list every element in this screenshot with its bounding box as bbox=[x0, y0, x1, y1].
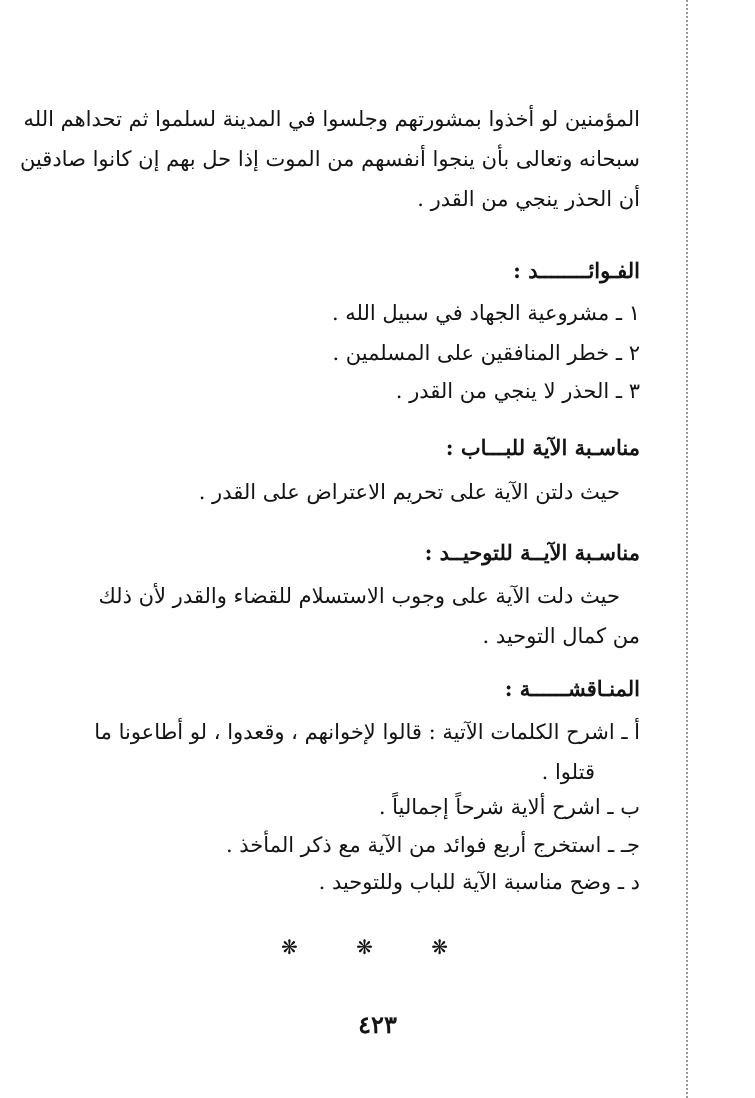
fawaid-item-2: ٢ ـ خطر المنافقين على المسلمين . bbox=[332, 341, 640, 365]
munasabat-tawhid-line-2: من كمال التوحيد . bbox=[482, 624, 640, 648]
munaqasha-heading: المنـاقشــــــة : bbox=[504, 676, 640, 701]
intro-line-3: أن الحذر ينجي من القدر . bbox=[417, 187, 640, 211]
munasabat-bab-text: حيث دلتن الآية على تحريم الاعتراض على القدر . bbox=[198, 480, 620, 504]
fawaid-item-3: ٣ ـ الحذر لا ينجي من القدر . bbox=[395, 379, 640, 403]
page-number: ٤٢٣ bbox=[358, 1010, 397, 1039]
fawaid-item-1: ١ ـ مشروعية الجهاد في سبيل الله . bbox=[331, 301, 640, 325]
munaqasha-item-b: ب ـ اشرح ألاية شرحاً إجمالياً . bbox=[378, 795, 640, 819]
munasabat-bab-heading: مناسـبة الآية للبـــاب : bbox=[445, 435, 640, 460]
section-separator: ❋ ❋ ❋ bbox=[281, 935, 474, 959]
intro-line-1: المؤمنين لو أخذوا بمشورتهم وجلسوا في المدينة لسلموا ثم تحداهم الله bbox=[23, 107, 640, 131]
munaqasha-item-a: أ ـ اشرح الكلمات الآتية : قالوا لإخوانهم ، وقعدوا ، لو أطاعونا ما bbox=[94, 720, 640, 744]
munasabat-tawhid-line-1: حيث دلت الآية على وجوب الاستسلام للقضاء والقدر لأن ذلك bbox=[98, 584, 620, 608]
fawaid-heading: الفـوائــــــــد : bbox=[513, 258, 640, 283]
munasabat-tawhid-heading: مناسـبة الآيــة للتوحيــد : bbox=[424, 540, 640, 565]
intro-line-2: سبحانه وتعالى بأن ينجوا أنفسهم من الموت إذا حل بهم إن كانوا صادقين bbox=[19, 147, 640, 171]
dotted-edge-line bbox=[686, 0, 688, 1098]
munaqasha-item-d: د ـ وضح مناسبة الآية للباب وللتوحيد . bbox=[318, 870, 640, 894]
munaqasha-item-c: جـ ـ استخرج أربع فوائد من الآية مع ذكر المأخذ . bbox=[225, 833, 640, 857]
munaqasha-item-a-cont: قتلوا . bbox=[541, 760, 595, 784]
